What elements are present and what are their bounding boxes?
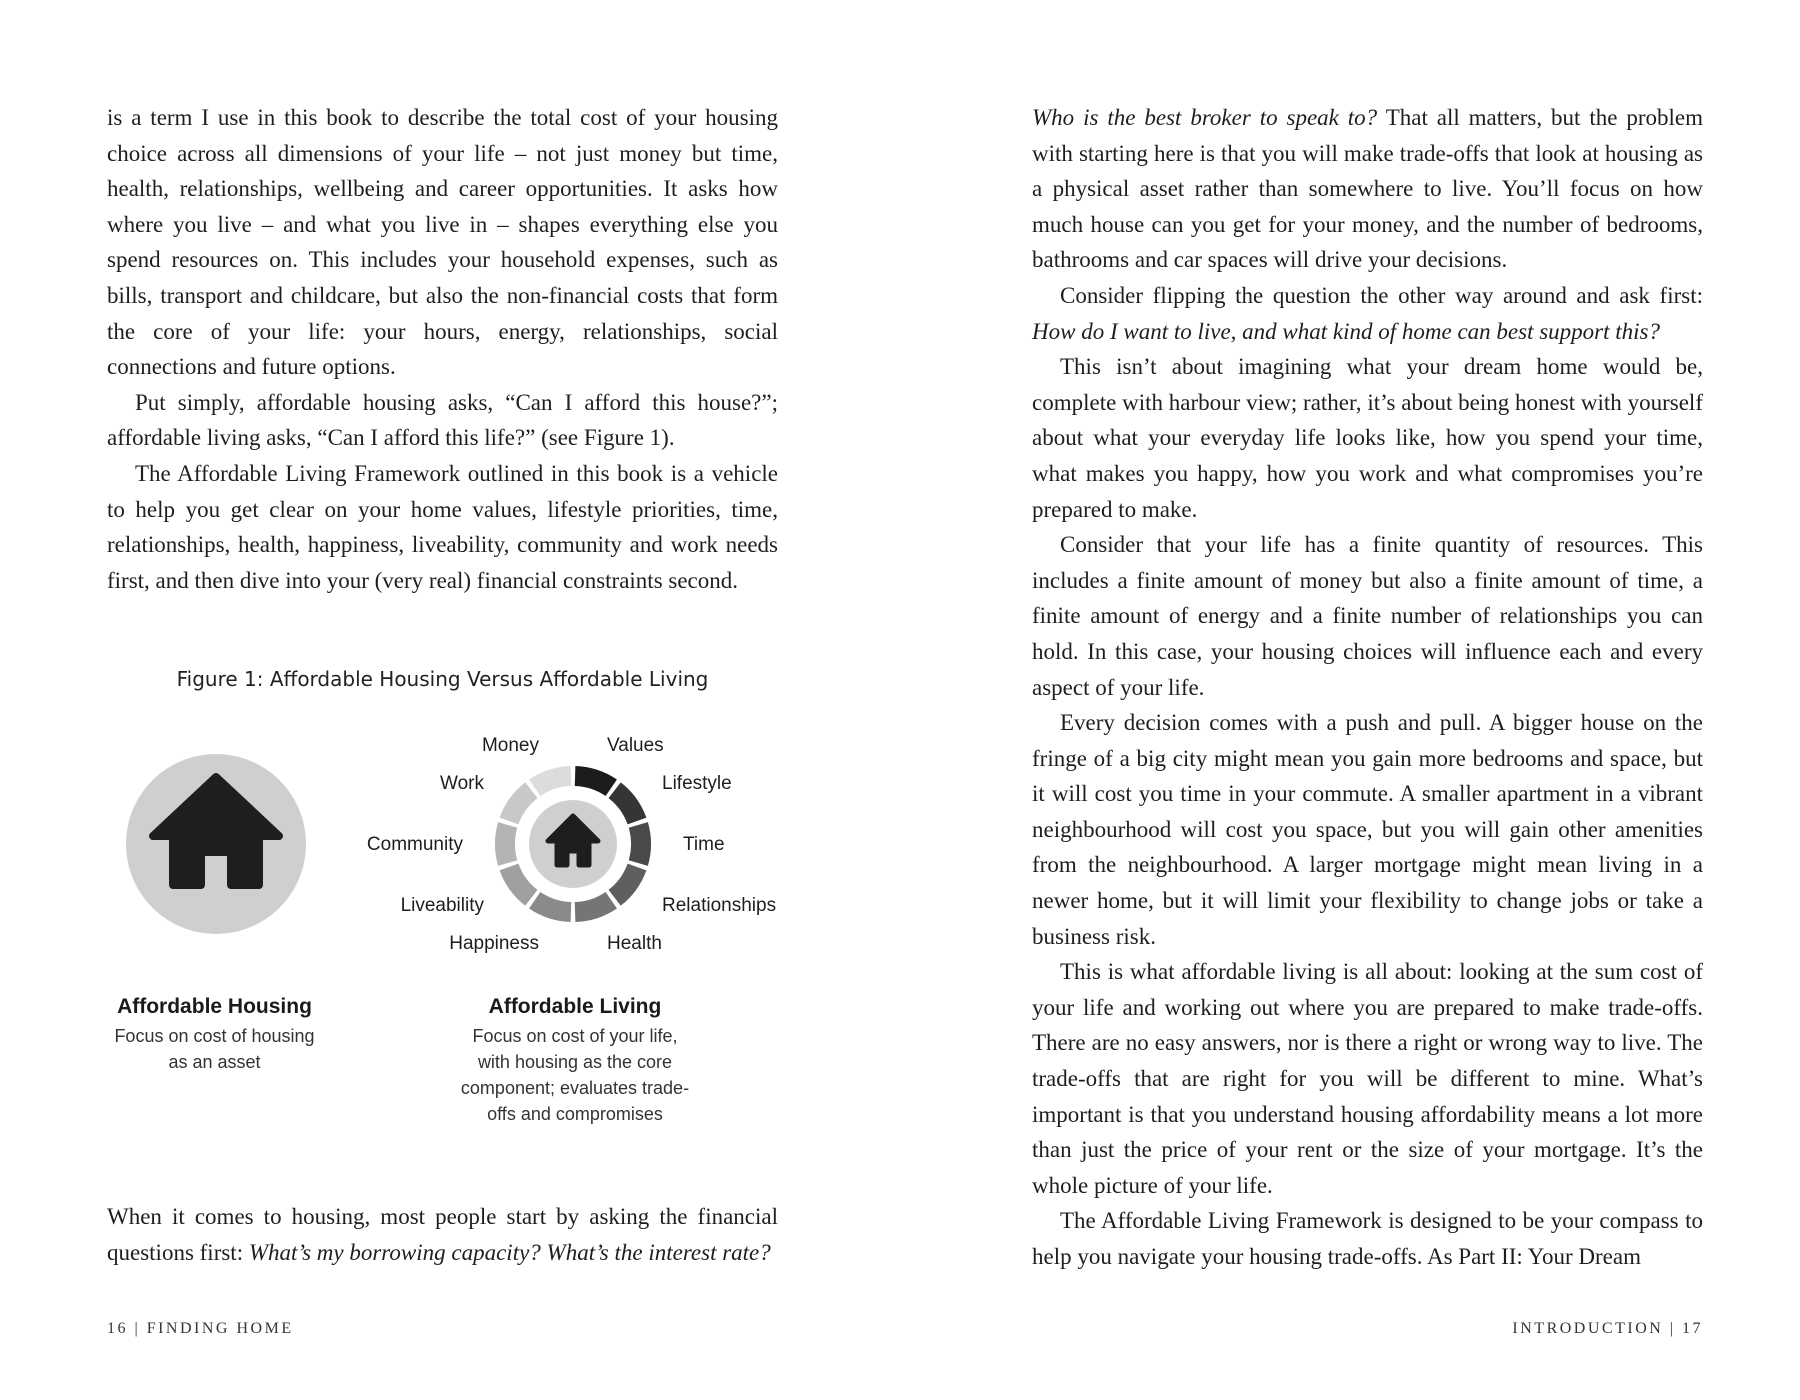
affordable-housing-caption — [107, 995, 322, 1075]
paragraph — [1032, 278, 1703, 349]
wheel-label-values: Values — [607, 735, 664, 757]
affordable-living-wheel — [367, 735, 776, 954]
wheel-segment-work — [500, 782, 538, 824]
wheel-label-work: Work — [440, 772, 484, 794]
wheel-segment-liveability — [500, 864, 538, 906]
page-folio: 16 | FINDING HOME — [107, 1320, 294, 1337]
paragraph-text: Consider flipping the question the other way around and ask first: — [1060, 282, 1703, 308]
wheel-segment-relationships — [609, 864, 647, 906]
wheel-segment-money — [529, 766, 571, 796]
left-body-text — [107, 100, 778, 598]
caption-body: Focus on cost of your life, with housing as the core component; evaluates trade-offs and compromises — [460, 1026, 690, 1124]
wheel-label-happiness: Happiness — [449, 932, 539, 954]
right-body-text — [1032, 100, 1703, 1275]
wheel-segment-values — [575, 766, 617, 796]
paragraph: Put simply, affordable housing asks, “Can I afford this house?”; affordable living asks, “Can I afford this life?” (see Figure 1). — [107, 389, 778, 451]
caption-title: Affordable Housing — [117, 995, 312, 1018]
left-bottom-text — [107, 1199, 778, 1270]
wheel-segment-happiness — [529, 892, 571, 922]
paragraph: is a term I use in this book to describe the total cost of your housing choice across all dimensions of your life – not just money but time, health, relationships, wellbeing and career opportunities. It asks how where you live – and what you live in – shapes everything else you spend resources on. This includes your household expenses, such as bills, transport and childcare, but also the non-financial costs that form the core of your life: your hours, energy, relationships, social connections and future options. — [107, 105, 778, 380]
paragraph: This isn’t about imagining what your dream home would be, complete with harbour view; rather, it’s about being honest with yourself about what your everyday life looks like, how you spend your time, what makes you happy, how you work and what compromises you’re prepared to make. — [1032, 354, 1703, 522]
figure-title: Figure 1: Affordable Housing Versus Affordable Living — [176, 667, 709, 691]
figure-diagram — [107, 720, 778, 970]
italic-question: How do I want to live, and what kind of home can best support this? — [1032, 318, 1660, 344]
italic-questions: What’s my borrowing capacity? What’s the interest rate? — [248, 1239, 771, 1265]
right-page — [900, 0, 1800, 1400]
wheel-label-health: Health — [607, 932, 662, 954]
paragraph — [1032, 100, 1703, 278]
wheel-label-time: Time — [683, 834, 725, 855]
wheel-label-liveability: Liveability — [400, 895, 484, 917]
affordable-housing-graphic — [126, 754, 306, 934]
paragraph: Every decision comes with a push and pull. A bigger house on the fringe of a big city might mean you gain more bedrooms and space, but it will cost you time in your commute. A smaller apartment in a vibrant neighbourhood will cost you space, but you will gain other amenities from the neighbourhood. A larger mortgage might mean living in a newer home, but it will limit your flexibility to change jobs or take a business risk. — [1032, 710, 1703, 949]
page-folio: INTRODUCTION | 17 — [1512, 1320, 1703, 1337]
wheel-label-community: Community — [366, 834, 463, 855]
wheel-label-money: Money — [481, 735, 539, 757]
paragraph-text: That all matters, but the problem with starting here is that you will make trade-offs that look at housing as a physical asset rather than somewhere to live. You’ll focus on how much house can you get for your money, and the number of bedrooms, bathrooms and car spaces will drive your decisions. — [1032, 105, 1703, 273]
paragraph — [107, 1199, 778, 1270]
paragraph: Consider that your life has a finite quantity of resources. This includes a finite amount of money but also a finite amount of time, a finite amount of energy and a finite number of relationships you can hold. In this case, your housing choices will influence each and every aspect of your life. — [1032, 532, 1703, 700]
wheel-segment-time — [629, 822, 651, 866]
caption-body: Focus on cost of housing as an asset — [114, 1026, 315, 1072]
wheel-label-lifestyle: Lifestyle — [662, 772, 732, 794]
italic-question: Who is the best broker to speak to? — [1032, 105, 1378, 130]
wheel-label-relationships: Relationships — [662, 895, 777, 917]
affordable-living-caption — [455, 995, 695, 1127]
paragraph: This is what affordable living is all about: looking at the sum cost of your life and working out where you are prepared to make trade-offs. There are no easy answers, nor is there a right or wrong way to live. The trade-offs that are right for you will be different to mine. What’s important is that you understand housing affordability means a lot more than just the price of your rent or the size of your mortgage. It’s the whole picture of your life. — [1032, 959, 1703, 1198]
wheel-segment-health — [575, 892, 617, 922]
wheel-segment-lifestyle — [609, 782, 647, 824]
paragraph-text: When it comes to housing, most people start by asking the financial questions first: — [107, 1204, 778, 1265]
caption-title: Affordable Living — [488, 995, 662, 1018]
paragraph: The Affordable Living Framework is designed to be your compass to help you navigate your housing trade-offs. As Part II: Your Dream — [1032, 1208, 1703, 1269]
paragraph: The Affordable Living Framework outlined in this book is a vehicle to help you get clear on your home values, lifestyle priorities, time, relationships, health, happiness, liveability, community and work needs first, and then dive into your (very real) financial constraints second. — [107, 460, 778, 593]
wheel-segment-community — [495, 822, 517, 866]
